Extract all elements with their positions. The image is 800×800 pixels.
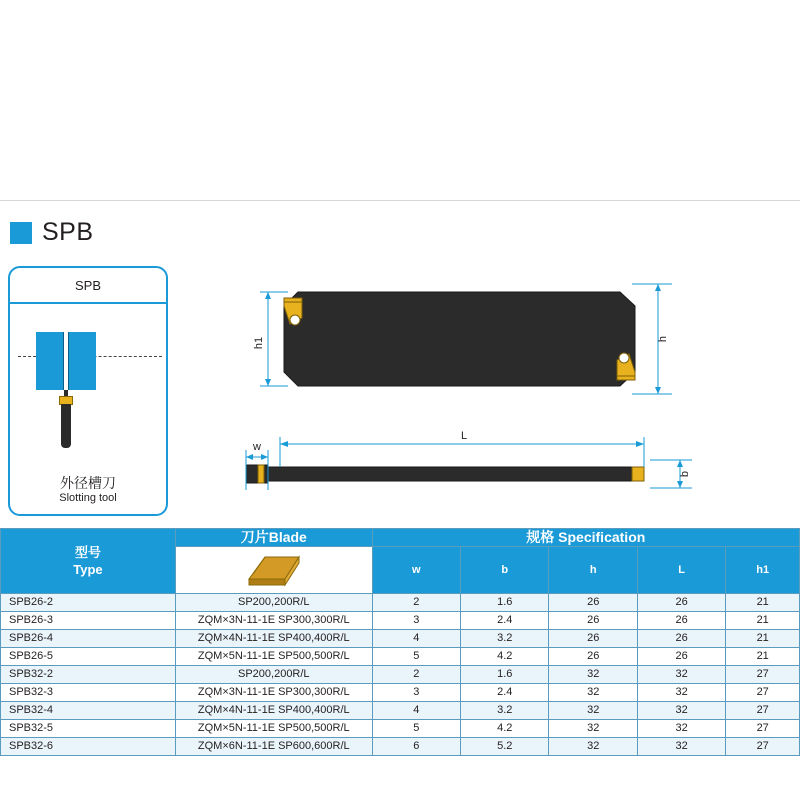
title-marker-square (10, 222, 32, 244)
card-title: SPB (10, 268, 166, 304)
card-caption-en: Slotting tool (59, 492, 117, 505)
cell-b: 4.2 (461, 720, 549, 738)
cell-h: 32 (549, 666, 637, 684)
tool-shank (61, 404, 71, 448)
cell-blade: ZQM×4N-11-1E SP400,400R/L (175, 630, 372, 648)
table-row (1, 594, 800, 612)
cell-h1: 27 (726, 702, 800, 720)
cell-type: SPB32-4 (1, 702, 176, 720)
slot-cut (63, 332, 69, 390)
cell-b: 4.2 (461, 648, 549, 666)
technical-drawing (180, 262, 800, 520)
cell-b: 3.2 (461, 630, 549, 648)
table-row (1, 702, 800, 720)
dim-w-arrow-left (246, 454, 253, 460)
table-row (1, 684, 800, 702)
card-schematic (10, 304, 166, 464)
cell-L: 26 (637, 594, 725, 612)
insert-icon (239, 549, 309, 591)
cell-w: 3 (372, 684, 460, 702)
cell-h1: 27 (726, 666, 800, 684)
dim-label-b: b (679, 470, 691, 478)
header-type-en: Type (73, 562, 103, 577)
cell-blade: ZQM×3N-11-1E SP300,300R/L (175, 612, 372, 630)
cell-h: 26 (549, 630, 637, 648)
cell-blade: SP200,200R/L (175, 666, 372, 684)
cell-type: SPB32-2 (1, 666, 176, 684)
header-w: w (372, 547, 460, 594)
cell-type: SPB26-2 (1, 594, 176, 612)
cell-type: SPB26-4 (1, 630, 176, 648)
cell-h: 32 (549, 684, 637, 702)
cell-type: SPB26-5 (1, 648, 176, 666)
top-divider (0, 200, 800, 201)
cell-h1: 21 (726, 612, 800, 630)
page-title: SPB (42, 218, 94, 246)
cell-b: 1.6 (461, 594, 549, 612)
holder-head-top-view (246, 465, 268, 483)
blade-illustration (176, 547, 372, 593)
dim-label-w: w (253, 441, 261, 453)
cell-blade: ZQM×6N-11-1E SP600,600R/L (175, 738, 372, 756)
cell-L: 32 (637, 666, 725, 684)
dim-b-arrow-top (677, 460, 683, 467)
cell-h1: 21 (726, 630, 800, 648)
cell-type: SPB32-3 (1, 684, 176, 702)
cell-blade: ZQM×3N-11-1E SP300,300R/L (175, 684, 372, 702)
card-caption (10, 475, 166, 506)
header-type-cn: 型号 (74, 545, 101, 560)
cell-h: 26 (549, 594, 637, 612)
header-L: L (637, 547, 725, 594)
cell-blade: ZQM×4N-11-1E SP400,400R/L (175, 702, 372, 720)
cell-h1: 27 (726, 738, 800, 756)
header-h1: h1 (726, 547, 800, 594)
insert-left-screw (290, 315, 300, 325)
header-b: b (461, 547, 549, 594)
cell-h: 26 (549, 648, 637, 666)
cell-L: 26 (637, 648, 725, 666)
insert-top-view-left (258, 465, 264, 483)
cell-b: 2.4 (461, 684, 549, 702)
cell-L: 26 (637, 612, 725, 630)
cell-L: 32 (637, 738, 725, 756)
dim-w-arrow-right (261, 454, 268, 460)
blade-image-cell (175, 547, 372, 594)
cell-h1: 27 (726, 684, 800, 702)
cell-w: 2 (372, 594, 460, 612)
header-type (1, 529, 176, 594)
header-blade: 刀片Blade (175, 529, 372, 547)
cell-h1: 21 (726, 648, 800, 666)
cell-w: 3 (372, 612, 460, 630)
header-h: h (549, 547, 637, 594)
spec-table (0, 528, 800, 756)
cell-L: 32 (637, 702, 725, 720)
cell-h: 32 (549, 738, 637, 756)
table-row (1, 648, 800, 666)
cell-w: 4 (372, 630, 460, 648)
dim-h1-arrow-bottom (265, 379, 271, 386)
cell-L: 32 (637, 684, 725, 702)
table-row (1, 738, 800, 756)
cell-L: 32 (637, 720, 725, 738)
cell-w: 4 (372, 702, 460, 720)
cell-b: 1.6 (461, 666, 549, 684)
cell-type: SPB26-3 (1, 612, 176, 630)
card-caption-cn: 外径槽刀 (60, 474, 116, 491)
dim-b-arrow-bottom (677, 481, 683, 488)
cell-blade: SP200,200R/L (175, 594, 372, 612)
holder-body-top-view (246, 467, 644, 481)
spec-table-header-row-1 (1, 529, 800, 547)
dim-label-L: L (460, 430, 468, 442)
cell-h: 32 (549, 720, 637, 738)
dim-h1-arrow-top (265, 292, 271, 299)
insert-right-screw (619, 353, 629, 363)
cell-type: SPB32-6 (1, 738, 176, 756)
drawing-svg (180, 262, 800, 520)
insert-top-view-right (632, 467, 644, 481)
table-row (1, 630, 800, 648)
dim-label-h1: h1 (253, 336, 265, 350)
dim-label-h: h (657, 335, 669, 343)
cell-L: 26 (637, 630, 725, 648)
cell-w: 6 (372, 738, 460, 756)
holder-body-front (284, 292, 635, 386)
cell-b: 3.2 (461, 702, 549, 720)
table-row (1, 720, 800, 738)
cell-type: SPB32-5 (1, 720, 176, 738)
dim-L-arrow-left (280, 441, 288, 447)
cell-h1: 21 (726, 594, 800, 612)
cell-blade: ZQM×5N-11-1E SP500,500R/L (175, 720, 372, 738)
cell-h1: 27 (726, 720, 800, 738)
dim-h-arrow-top (655, 284, 661, 291)
cell-w: 5 (372, 720, 460, 738)
cell-w: 5 (372, 648, 460, 666)
cell-b: 5.2 (461, 738, 549, 756)
table-row (1, 612, 800, 630)
header-specification: 规格 Specification (372, 529, 799, 547)
dim-L-arrow-right (636, 441, 644, 447)
section-title (10, 218, 94, 247)
spec-table-head (1, 529, 800, 594)
table-row (1, 666, 800, 684)
cell-b: 2.4 (461, 612, 549, 630)
cell-blade: ZQM×5N-11-1E SP500,500R/L (175, 648, 372, 666)
cell-h: 32 (549, 702, 637, 720)
dim-h-arrow-bottom (655, 387, 661, 394)
cell-w: 2 (372, 666, 460, 684)
spec-table-body (1, 594, 800, 756)
cell-h: 26 (549, 612, 637, 630)
tool-type-card (8, 266, 168, 516)
